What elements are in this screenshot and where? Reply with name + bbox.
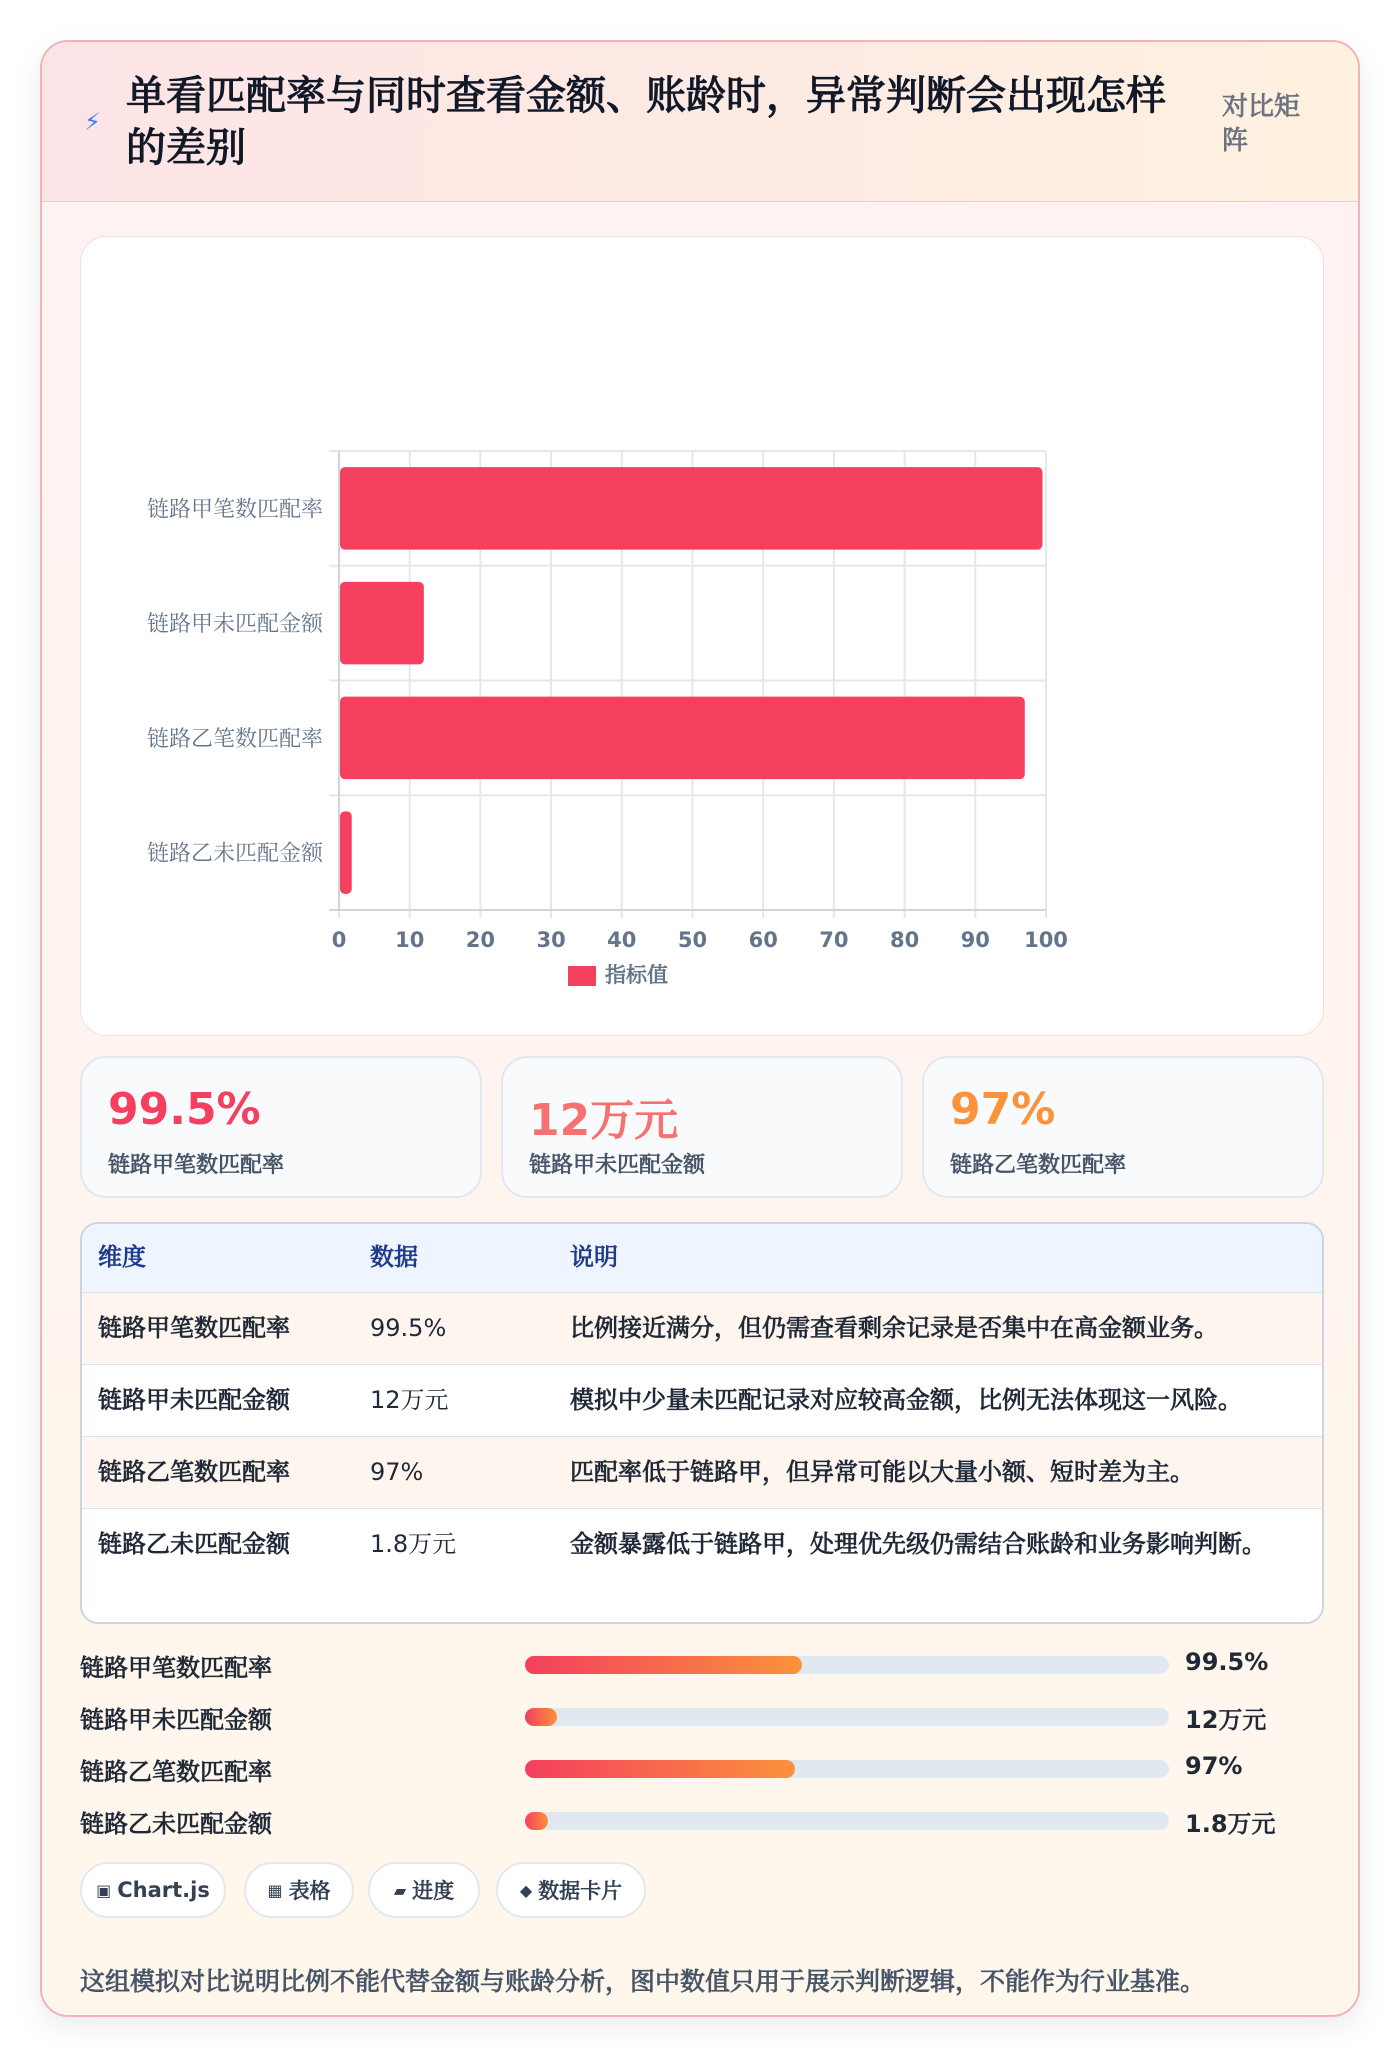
stat-label: 链路甲未匹配金额: [529, 1153, 706, 1178]
y-tick-label: 链路乙笔数匹配率: [146, 726, 323, 752]
pill-progress[interactable]: [368, 1862, 480, 1918]
progress-row: [80, 1644, 1324, 1684]
table-cell: 比例接近满分，但仍需查看剩余记录是否集中在高金额业务。: [570, 1314, 1218, 1342]
pill-label: 进度: [412, 1879, 455, 1903]
progress-track: [525, 1760, 1169, 1778]
table-cell: 模拟中少量未匹配记录对应较高金额，比例无法体现这一风险。: [570, 1386, 1242, 1414]
progress-fill: [525, 1656, 802, 1674]
chart-icon: ▣: [96, 1880, 112, 1900]
table-header-row: [82, 1224, 1324, 1292]
pill-label: 数据卡片: [538, 1879, 623, 1903]
stat-card-2: [922, 1056, 1324, 1198]
x-tick-label: 50: [677, 928, 708, 952]
x-tick-label: 40: [607, 928, 637, 952]
table-header-cell: 数据: [370, 1243, 418, 1271]
header-tag: 对比矩阵: [1222, 92, 1301, 156]
x-tick-label: 70: [819, 928, 849, 952]
y-tick-label: 链路甲未匹配金额: [146, 612, 323, 638]
progress-label: 链路甲笔数匹配率: [80, 1654, 272, 1682]
legend-swatch: [568, 966, 596, 986]
table-row: [82, 1364, 1324, 1436]
table-cell: 链路乙未匹配金额: [98, 1530, 290, 1558]
diamond-icon: ◆: [519, 1880, 533, 1900]
x-tick-label: 30: [536, 928, 566, 952]
x-tick-label: 80: [889, 928, 920, 952]
progress-track: [525, 1708, 1169, 1726]
progress-value: 97%: [1185, 1752, 1243, 1780]
table-cell: 99.5%: [370, 1314, 447, 1342]
y-tick-label: 链路甲笔数匹配率: [146, 497, 323, 523]
stat-label: 链路甲笔数匹配率: [108, 1153, 285, 1178]
progress-row: [80, 1800, 1324, 1840]
comparison-card: [40, 40, 1360, 2017]
y-tick-label: 链路乙未匹配金额: [146, 841, 323, 867]
progress-fill: [525, 1708, 557, 1726]
table-cell: 1.8万元: [370, 1530, 457, 1558]
pill-label: 表格: [288, 1879, 331, 1903]
x-tick-label: 0: [331, 928, 347, 952]
pill-data-cards[interactable]: [496, 1862, 646, 1918]
data-table: [80, 1222, 1324, 1624]
bar: [340, 811, 352, 894]
progress-fill: [525, 1812, 548, 1830]
stat-card-0: [80, 1056, 482, 1198]
progress-value: 1.8万元: [1185, 1810, 1276, 1838]
progress-track: [525, 1812, 1169, 1830]
x-tick-label: 90: [960, 928, 990, 952]
pill-label: Chart.js: [117, 1878, 210, 1902]
progress-label: 链路甲未匹配金额: [80, 1706, 272, 1734]
bar: [340, 467, 1042, 550]
stat-value: 99.5%: [108, 1084, 261, 1135]
card-header: [42, 42, 1358, 202]
stat-label: 链路乙笔数匹配率: [950, 1153, 1127, 1178]
progress-label: 链路乙未匹配金额: [80, 1810, 272, 1838]
table-row: [82, 1508, 1324, 1624]
table-cell: 链路甲未匹配金额: [98, 1386, 290, 1414]
progress-row: [80, 1748, 1324, 1788]
table-cell: 链路甲笔数匹配率: [98, 1314, 290, 1342]
table-cell: 链路乙笔数匹配率: [98, 1458, 290, 1486]
progress-label: 链路乙笔数匹配率: [80, 1758, 272, 1786]
progress-track: [525, 1656, 1169, 1674]
bar: [340, 697, 1025, 780]
table-header-cell: 维度: [98, 1243, 146, 1271]
x-tick-label: 60: [748, 928, 778, 952]
x-tick-label: 20: [465, 928, 496, 952]
stat-value: 12万元: [529, 1095, 679, 1146]
legend-label: 指标值: [605, 963, 668, 987]
table-cell: 金额暴露低于链路甲，处理优先级仍需结合账龄和业务影响判断。: [570, 1530, 1266, 1558]
bar: [340, 582, 424, 665]
progress-value: 99.5%: [1185, 1648, 1269, 1676]
bar-chart-panel: [80, 236, 1324, 1036]
pill-table[interactable]: [244, 1862, 354, 1918]
progress-value: 12万元: [1185, 1706, 1267, 1734]
table-row: [82, 1292, 1324, 1364]
card-title: 单看匹配率与同时查看金额、账龄时，异常判断会出现怎样的差别: [126, 73, 1166, 171]
table-cell: 12万元: [370, 1386, 449, 1414]
progress-row: [80, 1696, 1324, 1736]
progress-fill: [525, 1760, 795, 1778]
pill-chartjs[interactable]: [80, 1862, 226, 1918]
stat-value: 97%: [950, 1084, 1056, 1135]
stat-card-1: [501, 1056, 903, 1198]
table-cell: 匹配率低于链路甲，但异常可能以大量小额、短时差为主。: [570, 1458, 1194, 1486]
table-row: [82, 1436, 1324, 1508]
x-tick-label: 100: [1024, 928, 1068, 952]
table-header-cell: 说明: [570, 1243, 618, 1271]
bar-chart: [81, 237, 1325, 1037]
table-icon: ▦: [267, 1880, 283, 1900]
progress-icon: ▰: [393, 1880, 407, 1900]
x-tick-label: 10: [395, 928, 425, 952]
lightning-icon: ⚡: [84, 108, 101, 136]
footer-note: 这组模拟对比说明比例不能代替金额与账龄分析，图中数值只用于展示判断逻辑，不能作为行业基准。: [80, 1967, 1206, 1996]
table-cell: 97%: [370, 1458, 424, 1486]
